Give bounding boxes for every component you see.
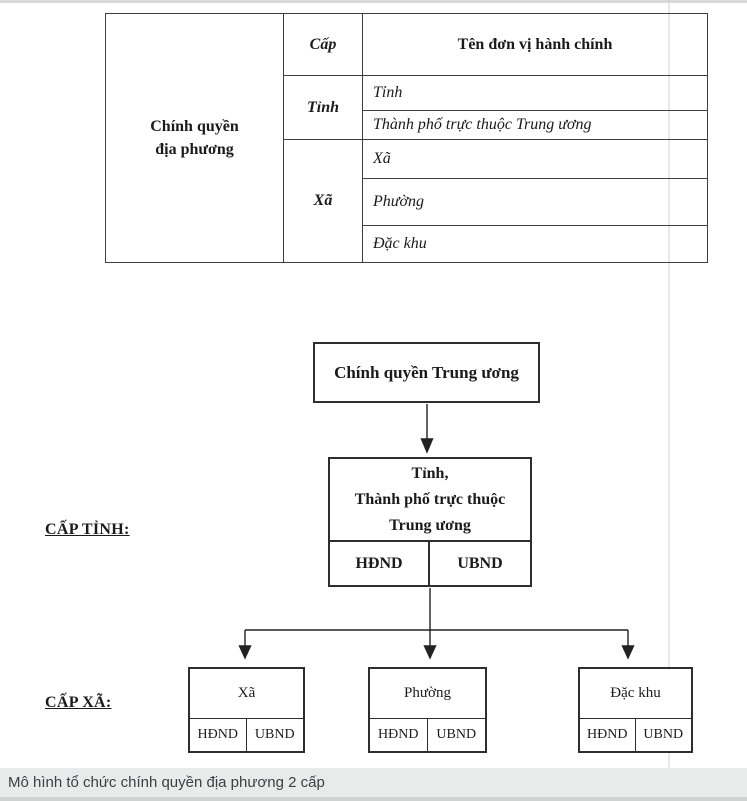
commune-box-phuong-gov-row [370, 718, 485, 751]
caption-bar [0, 768, 747, 797]
province-level-label: CẤP TỈNH: [45, 521, 130, 538]
province-gov-row [330, 540, 530, 585]
province-title-line1: Tỉnh, [411, 464, 449, 482]
province-box [328, 457, 532, 587]
table-cell-level-province: Tỉnh [284, 76, 363, 140]
province-title-line2: Thành phố trực thuộc [354, 490, 506, 508]
commune-xa-committee-cell: UBND [254, 727, 295, 742]
table-cell-unit-xa: Xã [363, 140, 708, 179]
central-government-box [313, 342, 540, 403]
commune-phuong-council-cell: HĐND [370, 719, 428, 751]
commune-box-dackhu-title: Đặc khu [610, 685, 661, 701]
caption-bottom-strip [0, 797, 747, 801]
local-government-line1: Chính quyền [150, 118, 239, 135]
commune-box-phuong [368, 667, 487, 753]
province-title-line3: Trung ương [389, 516, 471, 534]
commune-box-phuong-title: Phường [404, 685, 451, 701]
commune-box-xa-title: Xã [237, 685, 256, 701]
province-committee-cell: UBND [457, 554, 503, 572]
scan-top-edge [0, 0, 747, 3]
caption-text: Mô hình tổ chức chính quyền địa phương 2 cấp [8, 774, 325, 791]
commune-dackhu-council-cell: HĐND [580, 719, 636, 751]
admin-units-table [105, 13, 708, 263]
province-box-title [330, 459, 530, 540]
table-header-row [106, 14, 708, 76]
table-header-level: Cấp [284, 14, 363, 76]
local-government-line2: địa phương [155, 141, 234, 158]
province-council-cell: HĐND [330, 542, 430, 585]
commune-box-xa [188, 667, 305, 753]
commune-dackhu-committee-cell: UBND [643, 727, 684, 742]
table-header-unit-name: Tên đơn vị hành chính [363, 14, 708, 76]
commune-phuong-committee-cell: UBND [436, 727, 477, 742]
table-cell-unit-phuong: Phường [363, 179, 708, 226]
commune-level-label: CẤP XÃ: [45, 694, 112, 711]
table-cell-unit-dackhu: Đặc khu [363, 226, 708, 263]
commune-box-dackhu-gov-row [580, 718, 691, 751]
commune-xa-council-cell: HĐND [190, 719, 247, 751]
commune-box-dackhu [578, 667, 693, 753]
table-cell-local-government [106, 14, 284, 263]
table-cell-unit-thanhpho: Thành phố trực thuộc Trung ương [363, 111, 708, 140]
table-cell-level-commune: Xã [284, 140, 363, 263]
commune-box-xa-gov-row [190, 718, 303, 751]
table-cell-unit-tinh: Tỉnh [363, 76, 708, 111]
central-government-label: Chính quyền Trung ương [334, 362, 519, 382]
